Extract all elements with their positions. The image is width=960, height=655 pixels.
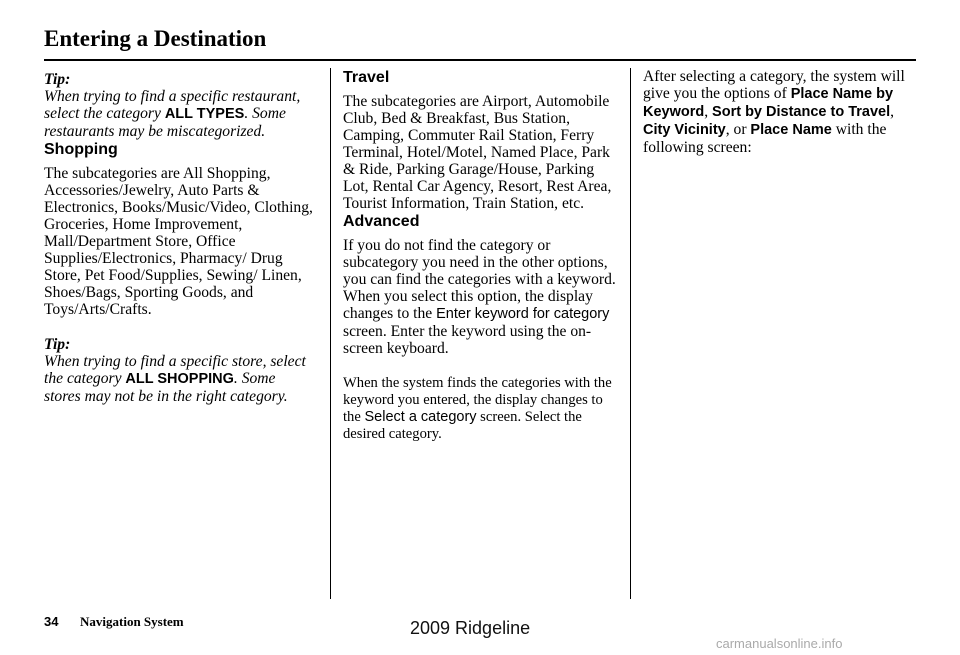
options-text: After selecting a category, the system will give you the options of [643, 68, 905, 102]
tip-store [44, 353, 316, 405]
keyword-all-shopping: ALL SHOPPING [125, 371, 234, 387]
separator: , [890, 103, 895, 120]
page-title: Entering a Destination [44, 26, 267, 51]
option-sort-by-distance: Sort by Distance to Travel [712, 104, 891, 120]
column-middle [343, 68, 618, 443]
tip-text: . Some restaurants may be miscategorized. [44, 105, 286, 140]
option-place-name: Place Name [750, 122, 832, 138]
section-name: Navigation System [80, 614, 184, 629]
found-text: screen. Select the desired category. [343, 409, 582, 442]
travel-paragraph: The subcategories are Airport, Automobile Club, Bed & Breakfast, Bus Station, Camping, Commuter Rail Station, Ferry Terminal, Hotel/Motel, Named Place, Park & Ride, Parking Garage/House, Parking Lot, Rental Car Agency, Resort, Rest Area, Tourist Information, Train Station, etc. [343, 93, 612, 212]
separator: , [704, 103, 713, 120]
title-rule [44, 59, 916, 61]
column-left [44, 68, 316, 405]
advanced-paragraph [343, 237, 618, 357]
column-right [643, 68, 915, 156]
tip-label: Tip: [44, 336, 71, 353]
heading-shopping: Shopping [44, 141, 118, 158]
found-text: When the system finds the categories with the keyword you entered, the display changes to the [343, 375, 612, 425]
option-place-name-by-keyword: Place Name by Keyword [643, 86, 894, 120]
tip-text: When trying to find a specific store, select the category [44, 353, 306, 387]
options-paragraph [643, 68, 915, 156]
shopping-paragraph: The subcategories are All Shopping, Accessories/Jewelry, Auto Parts & Electronics, Books/Music/Video, Clothing, Groceries, Home Improvement, Mall/Department Store, Office Supplies/Electronics, Pharmacy/ Drug Store, Pet Food/Supplies, Sewing/ Linen, Shoes/Bags, Sporting Goods, and Toys/Arts/Crafts. [44, 165, 313, 318]
advanced-text: If you do not find the category or subcategory you need in the other options, you can find the categories with a keyword. When you select this option, the display changes to the [343, 237, 616, 322]
page-number: 34 [44, 614, 59, 629]
screen-name-select-category: Select a category [364, 409, 477, 425]
heading-travel: Travel [343, 69, 390, 86]
column-divider [330, 68, 331, 599]
advanced-text: screen. Enter the keyword using the on-screen keyboard. [343, 323, 592, 357]
keyword-all-types: ALL TYPES [164, 106, 245, 122]
separator: , or [725, 121, 751, 138]
tip-text: When trying to find a specific restaurant, select the category [44, 88, 301, 122]
tip-text: . Some stores may not be in the right category. [44, 370, 288, 405]
tip-label: Tip: [44, 71, 71, 88]
heading-advanced: Advanced [343, 213, 420, 230]
watermark: carmanualsonline.info [716, 636, 843, 651]
screen-name-enter-keyword: Enter keyword for category [436, 306, 610, 322]
options-text: with the following screen: [643, 121, 887, 156]
option-city-vicinity: City Vicinity [643, 122, 726, 138]
vehicle-model: 2009 Ridgeline [410, 618, 531, 638]
found-paragraph [343, 375, 618, 443]
column-divider [630, 68, 631, 599]
tip-restaurant [44, 88, 316, 140]
